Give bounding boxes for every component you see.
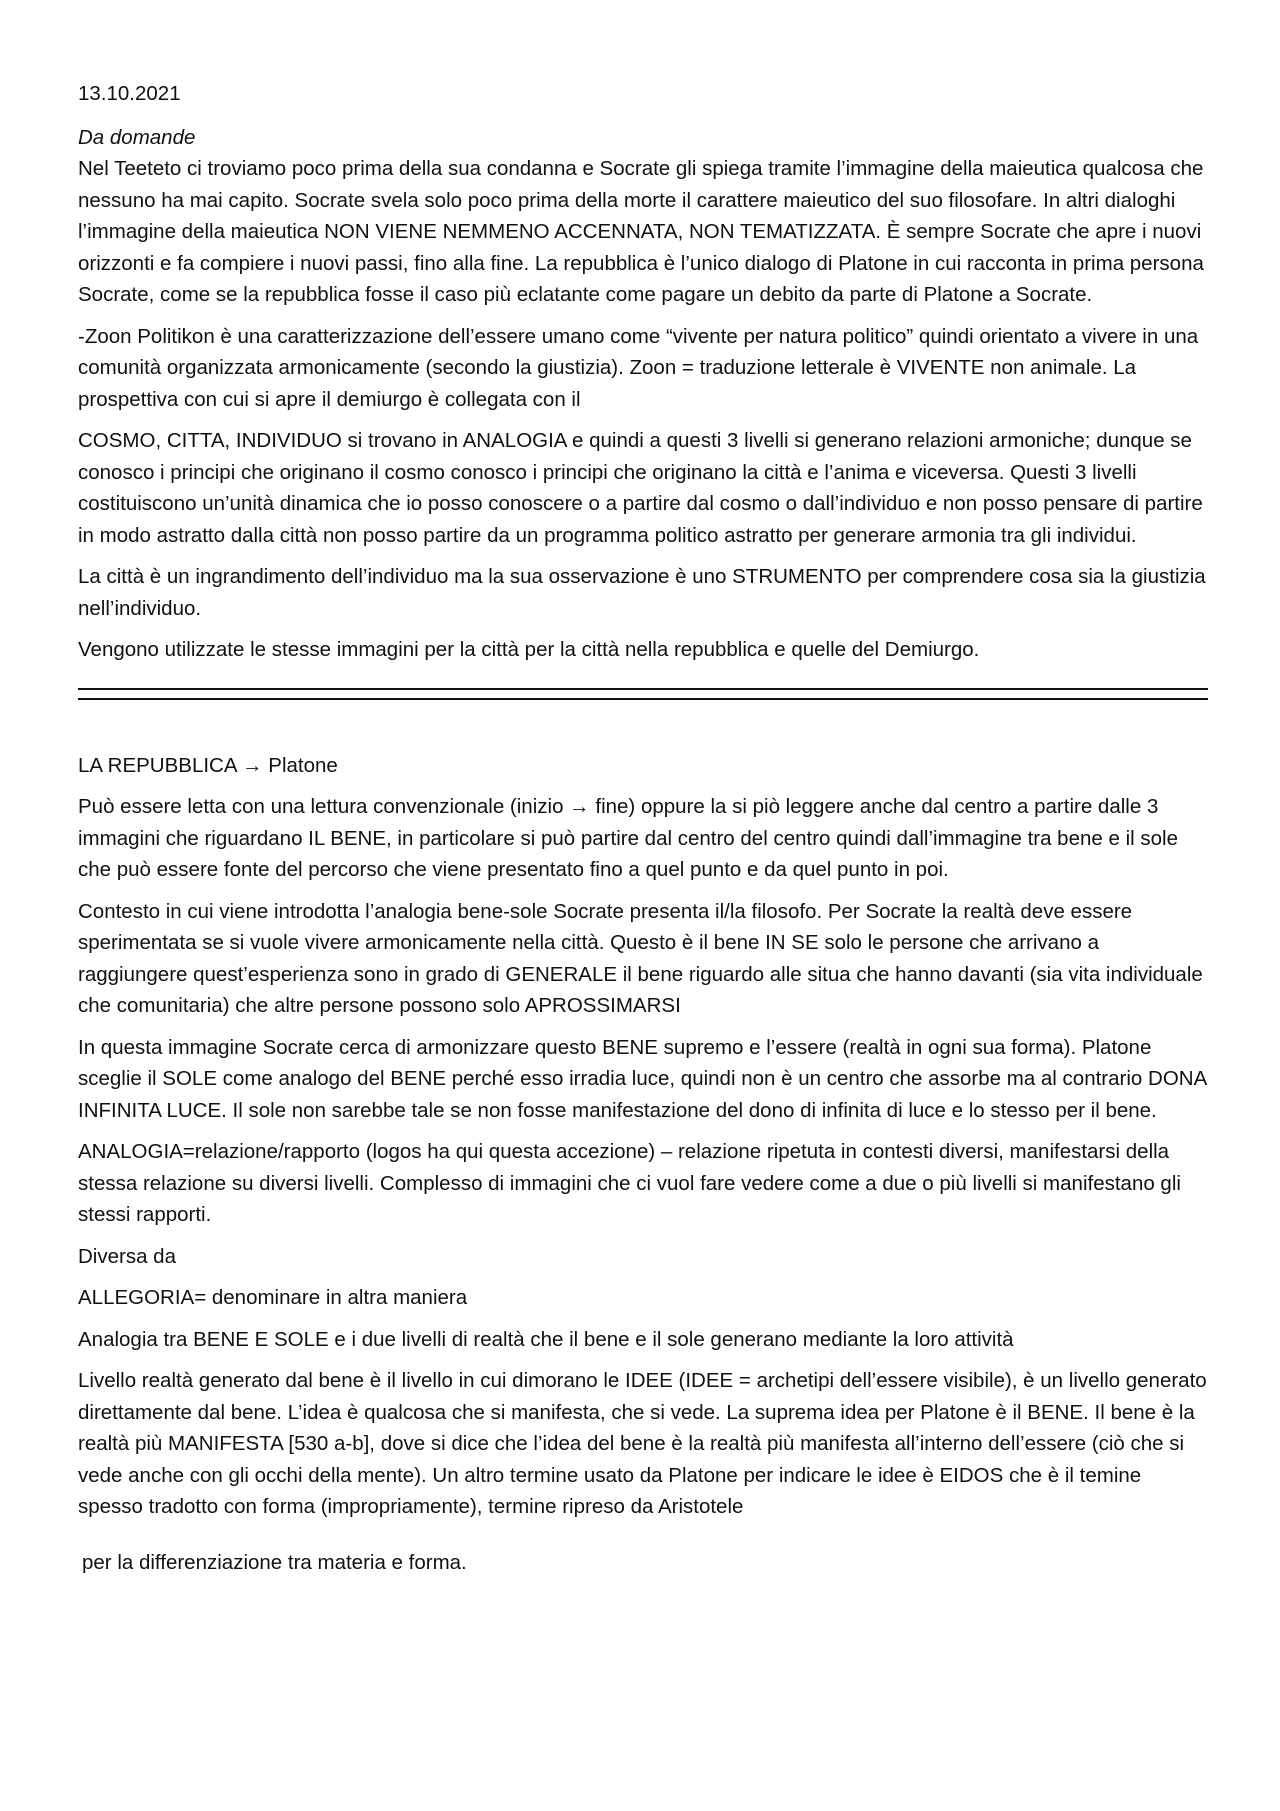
right-arrow-icon: → <box>242 753 263 777</box>
paragraph-stesse-immagini: Vengono utilizzate le stesse immagini per la città per la città nella repubblica e quelle del Demiurgo. <box>78 638 980 661</box>
paragraph-bene-sole: In questa immagine Socrate cerca di armonizzare questo BENE supremo e l’essere (realtà in ogni sua forma). Platone sceglie il SOLE come analogo del BENE perché esso irradia luce, quindi non è un centro che assorbe ma al contrario DONA INFINITA LUCE. Il sole non sarebbe tale se non fosse manifestazione del dono di infinita di luce e lo stesso per il bene. <box>78 1035 1207 1122</box>
document-date: 13.10.2021 <box>78 82 181 105</box>
paragraph-livello-realta: Livello realtà generato dal bene è il livello in cui dimorano le IDEE (IDEE = archetipi dell’essere visibile), è un livello generato direttamente dal bene. L’idea è qualcosa che si manifesta, che si vede. La suprema idea per Platone è il BENE. Il bene è la realtà più MANIFESTA [530 a-b], dove si dice che l’idea del bene è la realtà più manifesta all’interno dell’essere (ciò che si vede anche con gli occhi della mente). Un altro termine usato da Platone per indicare le idee è EIDOS che è il temine spesso tradotto con forma (impropriamente), termine ripreso da Aristotele <box>78 1369 1207 1518</box>
title-platone: Platone <box>268 753 338 777</box>
document-page <box>78 78 1208 1588</box>
paragraph-teeteto: Nel Teeteto ci troviamo poco prima della sua condanna e Socrate gli spiega tramite l’immagine della maieutica qualcosa che nessuno ha mai capito. Socrate svela solo poco prima della morte il carattere maieutico del suo filosofare. In altri dialoghi l’immagine della maieutica NON VIENE NEMMENO ACCENNATA, NON TEMATIZZATA. È sempre Socrate che apre i nuovi orizzonti e fa compiere i nuovi passi, fino alla fine. La repubblica è l’unico dialogo di Platone in cui racconta in prima persona Socrate, come se la repubblica fosse il caso più eclatante come pagare un debito da parte di Platone a Socrate. <box>78 157 1204 306</box>
paragraph-citta-ingrandimento: La città è un ingrandimento dell’individuo ma la sua osservazione è uno STRUMENTO per comprendere cosa sia la giustizia nell’individuo. <box>78 565 1206 620</box>
double-horizontal-divider <box>78 688 1208 700</box>
paragraph-lettura: Può essere letta con una lettura convenzionale (inizio → fine) oppure la si piò leggere anche dal centro a partire dalle 3 immagini che riguardano IL BENE, in particolare si può partire dal centro del centro quindi dall’immagine tra bene e il sole che può essere fonte del percorso che viene presentato fino a quel punto e da quel punto in poi. <box>78 795 1178 881</box>
paragraph-analogia-bene-sole: Analogia tra BENE E SOLE e i due livelli di realtà che il bene e il sole generano mediante la loro attività <box>78 1327 1014 1351</box>
section-heading-da-domande: Da domande <box>78 125 196 149</box>
paragraph-zoon-politikon: -Zoon Politikon è una caratterizzazione dell’essere umano come “vivente per natura politico” quindi orientato a vivere in una comunità organizzata armonicamente (secondo la giustizia). Zoon = traduzione letterale è VIVENTE non animale. La prospettiva con cui si apre il demiurgo è collegata con il <box>78 324 1199 411</box>
paragraph-cosmo-citta-individuo: COSMO, CITTA, INDIVIDUO si trovano in ANALOGIA e quindi a questi 3 livelli si generano relazioni armoniche; dunque se conosco i principi che originano il cosmo conosco i principi che originano la città e l’anima e viceversa. Questi 3 livelli costituiscono un’unità dinamica che io posso conoscere o a partire dal cosmo o dall’individuo e non posso pensare di partire in modo astratto dalla città non posso partire da un programma politico astratto per generare armonia tra gli individui. <box>78 429 1203 547</box>
section-title-repubblica <box>78 750 1208 782</box>
paragraph-differenziazione: per la differenziazione tra materia e forma. <box>82 1550 467 1574</box>
paragraph-contesto: Contesto in cui viene introdotta l’analogia bene-sole Socrate presenta il/la filosofo. Per Socrate la realtà deve essere sperimentata se si vuole vivere armonicamente nella città. Questo è il bene IN SE solo le persone che arrivano a raggiungere quest’esperienza sono in grado di GENERALE il bene riguardo alle situa che hanno davanti (sia vita individuale che comunitaria) che altre persone possono solo APROSSIMARSI <box>78 899 1203 1017</box>
right-arrow-icon: → <box>569 795 590 818</box>
paragraph-diversa-da: Diversa da <box>78 1244 176 1268</box>
paragraph-allegoria: ALLEGORIA= denominare in altra maniera <box>78 1286 468 1309</box>
title-repubblica: LA REPUBBLICA <box>78 753 237 777</box>
paragraph-analogia: ANALOGIA=relazione/rapporto (logos ha qui questa accezione) – relazione ripetuta in contesti diversi, manifestarsi della stessa relazione su diversi livelli. Complesso di immagini che ci vuol fare vedere come a due o più livelli si manifestano gli stessi rapporti. <box>78 1140 1181 1226</box>
